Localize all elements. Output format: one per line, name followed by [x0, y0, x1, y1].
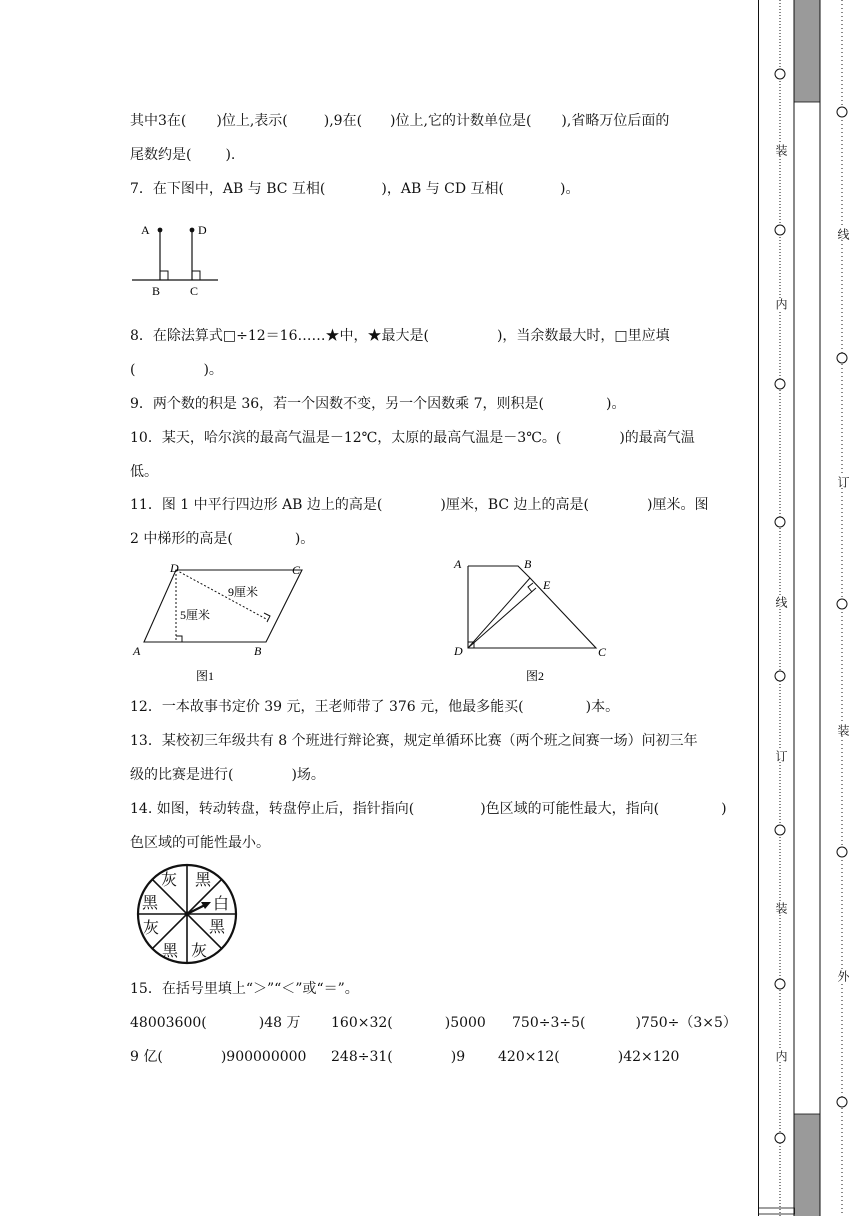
q11-text: )厘米。图 — [647, 497, 709, 513]
q7-line — [130, 179, 579, 199]
compare-item — [331, 1047, 465, 1067]
point-b-label: B — [152, 284, 161, 298]
q6-text: )位上,表示( — [216, 113, 288, 129]
compare-item — [331, 1013, 486, 1033]
height-label: 5厘米 — [180, 608, 211, 622]
point-a-label: A — [141, 223, 150, 237]
q6-line2 — [130, 145, 235, 165]
figure1-caption: 图1 — [196, 669, 215, 683]
binding-strip — [758, 0, 860, 1216]
q10-text: 低。 — [130, 464, 158, 480]
binding-label: 订 — [774, 750, 788, 762]
vertex-b-label: B — [254, 644, 262, 658]
binding-label: 内 — [774, 1050, 788, 1062]
compare-left: 420×12( — [498, 1049, 560, 1065]
compare-left: 248÷31( — [331, 1049, 393, 1065]
compare-item — [512, 1013, 737, 1033]
compare-left: 750÷3÷5( — [512, 1015, 586, 1031]
dc-length-label: 9厘米 — [228, 585, 259, 599]
q12-text: 12．一本故事书定价 39 元，王老师带了 376 元，他最多能买( — [130, 699, 524, 715]
q14-text: 14. 如图，转动转盘，转盘停止后，指针指向( — [130, 801, 415, 817]
q8-line2 — [130, 360, 223, 380]
trapezoid-figure — [450, 556, 620, 686]
point-c-label: C — [190, 284, 199, 298]
point-d-label: D — [198, 223, 207, 237]
q10-line1 — [130, 428, 695, 448]
q7-text: )，AB 与 CD 互相( — [381, 181, 504, 197]
vertex-d-label: D — [454, 644, 463, 658]
q13-text: 级的比赛是进行( — [130, 767, 234, 783]
q11-text: 11．图 1 中平行四边形 AB 边上的高是( — [130, 497, 383, 513]
compare-left: 9 亿( — [130, 1049, 163, 1065]
q6-text: ),省略万位后面的 — [561, 113, 670, 129]
sector-label: 黑 — [208, 917, 226, 936]
q7-figure — [128, 218, 228, 300]
q14-text: 色区域的可能性最小。 — [130, 835, 270, 851]
compare-item — [130, 1013, 300, 1033]
binding-label: 线 — [774, 596, 788, 608]
sector-label: 黑 — [141, 893, 159, 912]
compare-left: 160×32( — [331, 1015, 393, 1031]
q14-text: )色区域的可能性最大，指向( — [480, 801, 660, 817]
parallelogram-figure — [128, 558, 328, 686]
binding-label: 装 — [774, 144, 788, 156]
compare-left: 48003600( — [130, 1015, 207, 1031]
binding-label: 装 — [836, 724, 850, 736]
q6-text: ). — [225, 147, 236, 163]
q8-text: )，当余数最大时，□里应填 — [496, 328, 670, 344]
binding-label: 订 — [836, 476, 850, 488]
q10-line2 — [130, 462, 158, 482]
q8-line1 — [130, 326, 670, 346]
q15-title — [130, 979, 359, 999]
vertex-a-label: A — [133, 644, 141, 658]
q8-text: )。 — [203, 362, 223, 378]
sector-label: 灰 — [190, 941, 208, 960]
vertex-b-label: B — [524, 557, 532, 571]
q13-line1 — [130, 731, 698, 751]
q6-line1 — [130, 111, 669, 131]
sector-label: 白 — [212, 894, 230, 913]
q12-line — [130, 697, 619, 717]
q8-text: ( — [130, 362, 136, 378]
q14-text: ) — [721, 801, 727, 817]
binding-label: 外 — [836, 970, 850, 982]
sector-label: 黑 — [194, 870, 212, 889]
compare-item — [130, 1047, 306, 1067]
binding-label: 线 — [836, 228, 850, 240]
binding-graphics — [758, 0, 860, 1216]
q7-text: )。 — [560, 181, 580, 197]
q11-line1 — [130, 495, 709, 515]
q14-line1 — [130, 799, 727, 819]
q10-text: )的最高气温 — [619, 430, 695, 446]
q7-text: 7．在下图中，AB 与 BC 互相( — [130, 181, 326, 197]
q6-text: )位上,它的计数单位是( — [390, 113, 532, 129]
q11-text: )厘米，BC 边上的高是( — [440, 497, 590, 513]
q12-text: )本。 — [585, 699, 620, 715]
compare-right: )42×120 — [617, 1049, 680, 1065]
q9-text: 9．两个数的积是 36，若一个因数不变，另一个因数乘 7，则积是( — [130, 396, 544, 412]
q6-text: 其中3在( — [130, 113, 187, 129]
vertex-c-label: C — [598, 645, 607, 659]
q11-text: 2 中梯形的高是( — [130, 531, 233, 547]
spinner-wheel — [126, 862, 248, 968]
sector-label: 灰 — [160, 870, 178, 889]
q6-text: 尾数约是( — [130, 147, 192, 163]
sector-label: 灰 — [142, 918, 160, 937]
vertex-a-label: A — [454, 557, 462, 571]
q11-line2 — [130, 529, 314, 549]
compare-right: )750÷（3×5） — [635, 1015, 737, 1031]
binding-label: 内 — [774, 298, 788, 310]
q11-text: )。 — [294, 531, 315, 547]
compare-right: )900000000 — [220, 1049, 307, 1065]
binding-label: 装 — [774, 902, 788, 914]
q13-text: )场。 — [291, 767, 325, 783]
compare-right: )9 — [450, 1049, 466, 1065]
q13-text: 13．某校初三年级共有 8 个班进行辩论赛，规定单循环比赛（两个班之间赛一场）问初三年 — [130, 733, 698, 749]
q10-text: 10．某天，哈尔滨的最高气温是－12℃，太原的最高气温是－3℃。( — [130, 430, 562, 446]
vertex-c-label: C — [292, 563, 301, 577]
q8-text: 8．在除法算式□÷12＝16……★中，★最大是( — [130, 328, 429, 344]
compare-item — [498, 1047, 679, 1067]
compare-right: )48 万 — [258, 1015, 301, 1031]
q9-text: )。 — [606, 396, 626, 412]
q14-line2 — [130, 833, 270, 853]
vertex-d-label: D — [170, 561, 179, 575]
q9-line — [130, 394, 625, 414]
q13-line2 — [130, 765, 325, 785]
point-e-label: E — [543, 578, 551, 592]
q15-text: 15．在括号里填上“＞”“＜”或“＝”。 — [130, 981, 359, 997]
compare-right: )5000 — [444, 1015, 486, 1031]
sector-label: 黑 — [161, 941, 179, 960]
q6-text: ),9在( — [323, 113, 363, 129]
figure2-caption: 图2 — [526, 669, 545, 683]
